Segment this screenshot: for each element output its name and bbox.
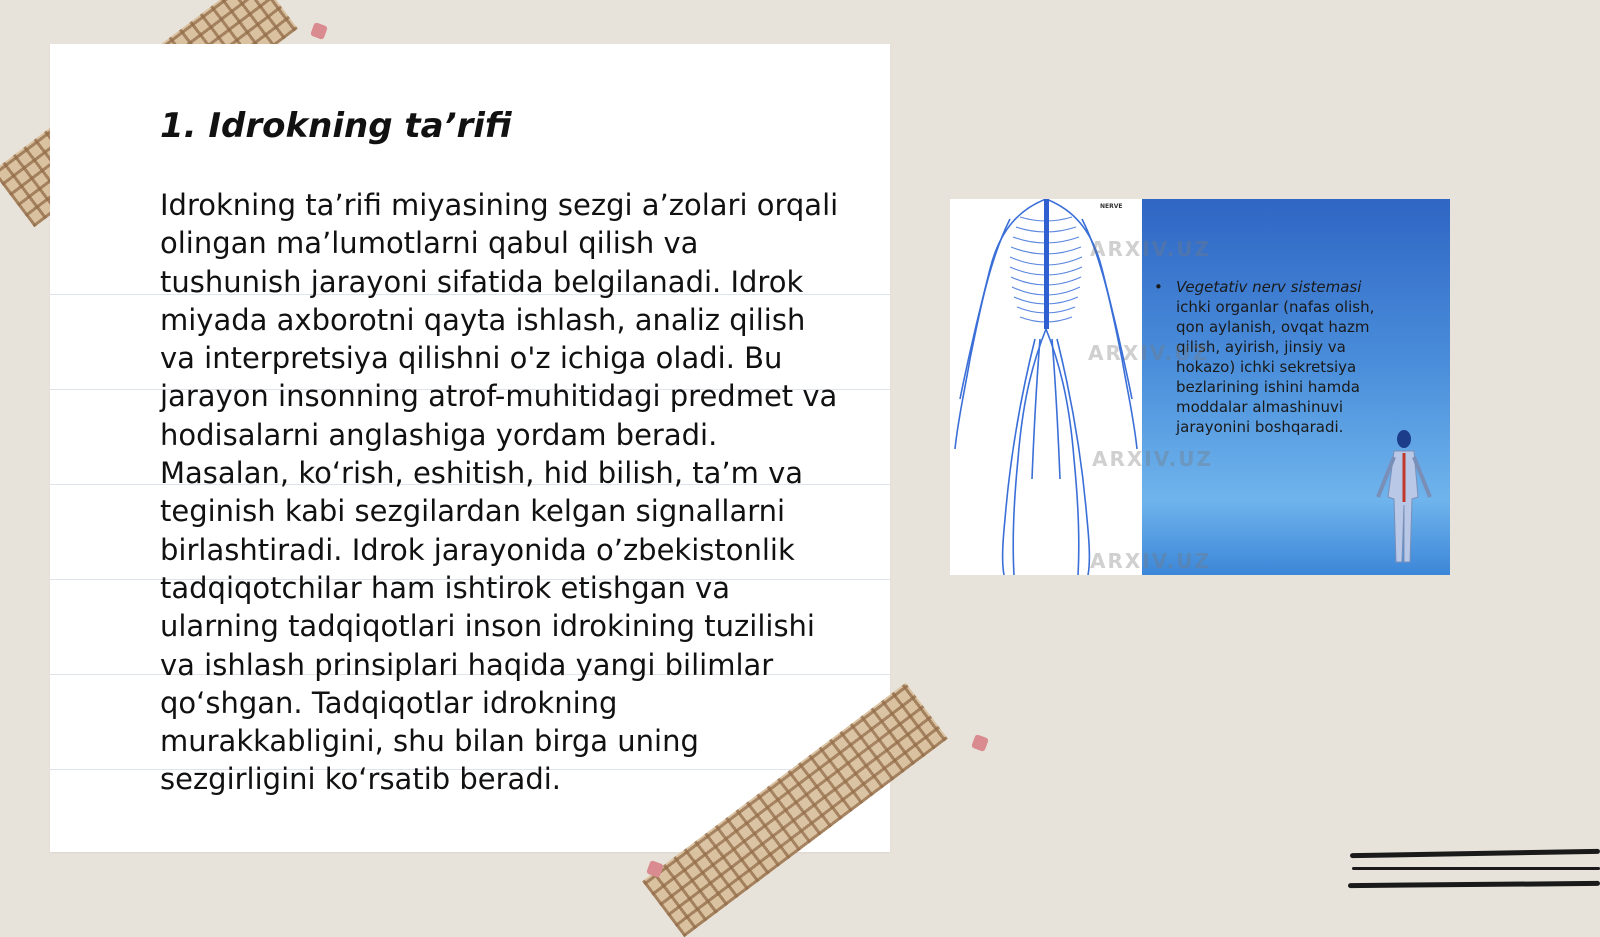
tape-pin-decoration <box>310 22 328 40</box>
watermark: ARXIV.UZ <box>1090 549 1211 573</box>
watermark: ARXIV.UZ <box>1092 447 1213 471</box>
watermark: ARXIV.UZ <box>1090 237 1211 261</box>
watermark: ARXIV.UZ <box>1088 341 1209 365</box>
bullet-heading: Vegetativ nerv sistemasi <box>1176 278 1362 296</box>
bullet-marker: • <box>1154 278 1163 296</box>
nerve-label: NERVE <box>1100 203 1123 210</box>
decorative-stroke <box>1352 867 1600 870</box>
nervous-system-image <box>950 199 1450 575</box>
bullet-description: ichki organlar (nafas olish, qon aylanish, ovqat hazm qilish, ayirish, jinsiy va hokazo) ichki sekretsiya bezlarining ishini hamda moddalar almashinuvi jarayonini boshqaradi. <box>1176 298 1375 436</box>
slide-body-text: Idrokning ta’rifi miyasining sezgi a’zolari orqali olingan ma’lumotlarni qabul qilish va tushunish jarayoni sifatida belgilanadi. Idrok miyada axborotni qayta ishlash, analiz qilish va interpretsiya qilishni o'z ichiga oladi. Bu jarayon insonning atrof-muhitidagi predmet va hodisalarni anglashiga yordam beradi. Masalan, ko‘rish, eshitish, hid bilish, ta’m va teginish kabi sezgilardan kelgan signallarni birlashtiradi. Idrok jarayonida o’zbekistonlik tadqiqotchilar ham ishtirok etishgan va ularning tadqiqotlari inson idrokining tuzilishi va ishlash prinsiplari haqida yangi bilimlar qo‘shgan. Tadqiqotlar idrokning murakkabligini, shu bilan birga uning sezgirligini ko‘rsatib beradi. <box>160 188 839 797</box>
anatomy-figure <box>1364 427 1444 567</box>
slide-title: 1. Idrokning ta’rifi <box>160 106 512 146</box>
tape-pin-decoration <box>971 734 989 752</box>
decorative-stroke <box>1350 849 1600 858</box>
decorative-stroke <box>1348 881 1600 888</box>
lined-paper-card <box>50 44 890 852</box>
